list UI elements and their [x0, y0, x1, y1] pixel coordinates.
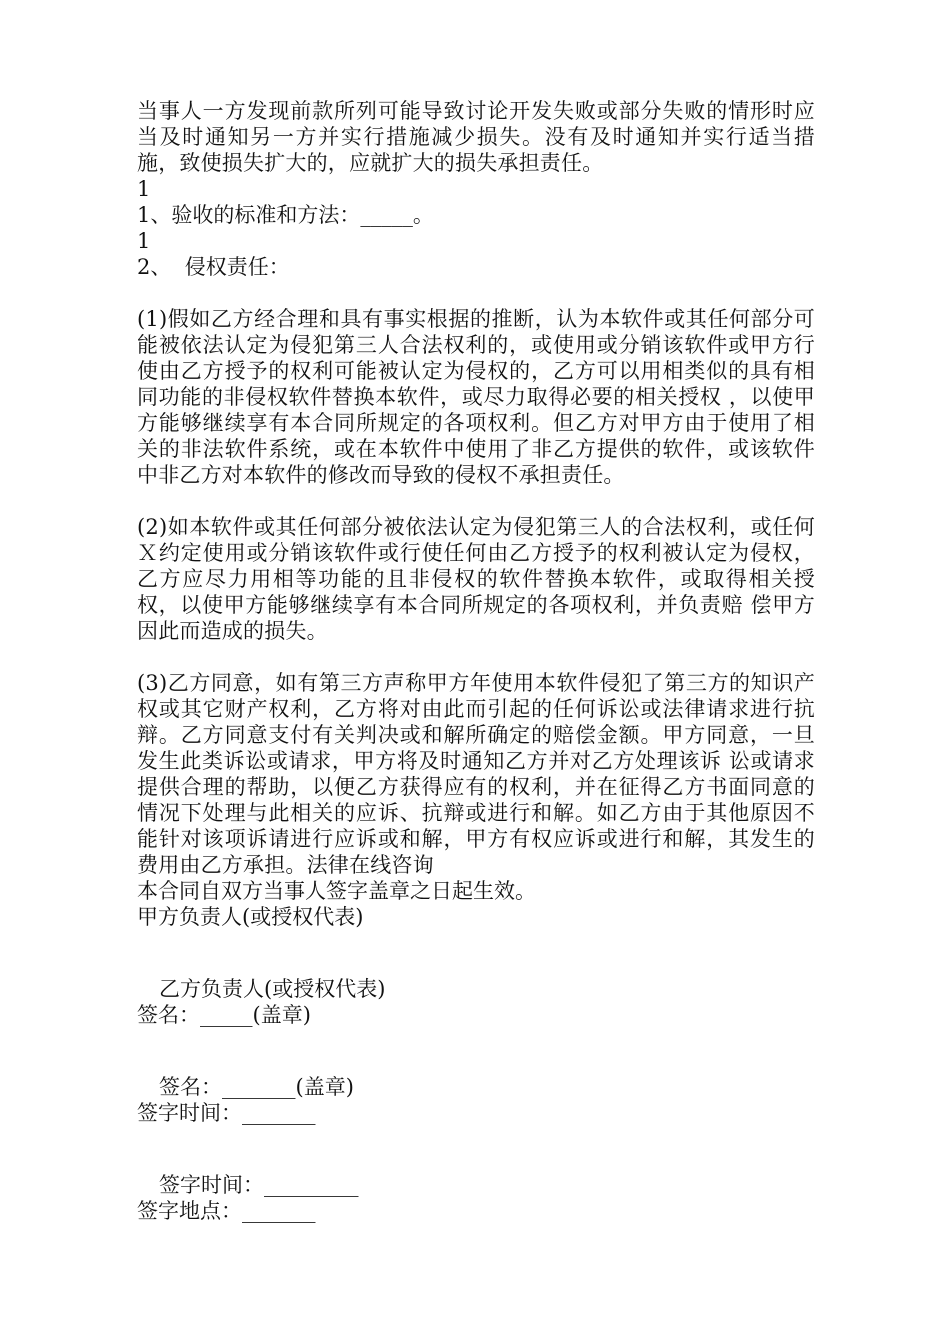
page-number: 1: [137, 229, 151, 253]
party-a-representative: 甲方负责人(或授权代表): [137, 905, 364, 929]
infringement-clause-3: (3)乙方同意，如有第三方声称甲方年使用本软件侵犯了第三方的知识产权或其它财产权利，乙方将对由此而引起的任何诉讼或法律请求进行抗辩。乙方同意支付有关判决或和解所确定的赔偿金额。甲方同意，一旦发生此类诉讼或请求，甲方将及时通知乙方并对乙方处理该诉 讼或请求提供合理的帮助，以便乙方获得应有的权利，并在征得乙方书面同意的情况下处理与此相关的应诉、抗辩或进行和解。如乙方由于其他原因不能针对该项诉请进行应诉或和解，甲方有权应诉或进行和解，其发生的费用由乙方承担。法律在线咨询: [137, 671, 815, 877]
infringement-clause-1: (1)假如乙方经合理和具有事实根据的推断，认为本软件或其任何部分可能被依法认定为侵犯第三人合法权利的，或使用或分销该软件或甲方行使由乙方授予的权利可能被认定为侵权的，乙方可以用相类似的具有相同功能的非侵权软件替换本软件，或尽力取得必要的相关授权 ，以使甲方能够继续享有本合同所规定的各项权利。但乙方对甲方由于使用了相关的非法软件系统，或在本软件中使用了非乙方提供的软件，或该软件中非乙方对本软件的修改而导致的侵权不承担责任。: [137, 307, 815, 487]
infringement-heading: 2、 侵权责任：: [137, 255, 290, 279]
party-b-signature: 签名：_______(盖章): [159, 1075, 354, 1099]
intro-paragraph: 当事人一方发现前款所列可能导致讨论开发失败或部分失败的情形时应当及时通知另一方并实行措施减少损失。没有及时通知并实行适当措施，致使损失扩大的，应就扩大的损失承担责任。: [137, 99, 815, 175]
party-b-sign-time: 签字时间：_________: [159, 1173, 359, 1197]
infringement-clause-2: (2)如本软件或其任何部分被依法认定为侵犯第三人的合法权利，或任何Ｘ约定使用或分销该软件或行使任何由乙方授予的权利被认定为侵权，乙方应尽力用相等功能的且非侵权的软件替换本软件，或取得相关授权，以使甲方能够继续享有本合同所规定的各项权利，并负责赔 偿甲方因此而造成的损失。: [137, 515, 815, 643]
party-a-signature: 签名：_____(盖章): [137, 1003, 311, 1027]
party-a-sign-time: 签字时间：_______: [137, 1101, 316, 1125]
party-a-sign-place: 签字地点：_______: [137, 1199, 316, 1223]
page-number: 1: [137, 177, 151, 201]
contract-document: [137, 98, 815, 1224]
effective-clause: 本合同自双方当事人签字盖章之日起生效。: [137, 879, 536, 903]
acceptance-clause: 1、验收的标准和方法：_____。: [137, 203, 434, 227]
party-b-representative: 乙方负责人(或授权代表): [159, 977, 386, 1001]
